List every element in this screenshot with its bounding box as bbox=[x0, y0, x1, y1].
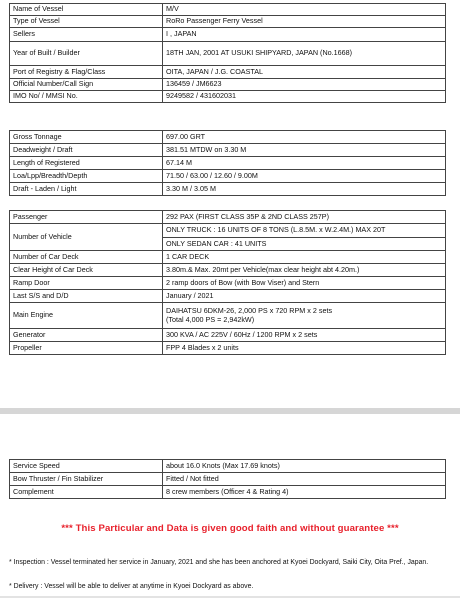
value-cell: M/V bbox=[163, 4, 446, 16]
value-cell: 3.80m.& Max. 20mt per Vehicle(max clear height abt 4.20m.) bbox=[163, 264, 446, 277]
label-cell: Passenger bbox=[10, 211, 163, 224]
table-row bbox=[10, 42, 446, 66]
value-cell: 1 CAR DECK bbox=[163, 251, 446, 264]
table-row bbox=[10, 460, 446, 473]
value-cell: 8 crew members (Officer 4 & Rating 4) bbox=[163, 486, 446, 499]
engine-line-2: (Total 4,000 PS = 2,942kW) bbox=[166, 314, 255, 324]
page-divider bbox=[0, 408, 460, 414]
label-cell: Number of Car Deck bbox=[10, 251, 163, 264]
value-cell: 2 ramp doors of Bow (with Bow Viser) and Stern bbox=[163, 277, 446, 290]
value-cell: FPP 4 Blades x 2 units bbox=[163, 342, 446, 355]
label-cell: Main Engine bbox=[10, 303, 163, 329]
table-row bbox=[10, 251, 446, 264]
label-cell: Propeller bbox=[10, 342, 163, 355]
label-cell: Generator bbox=[10, 329, 163, 342]
table-row bbox=[10, 211, 446, 224]
label-cell: Clear Height of Car Deck bbox=[10, 264, 163, 277]
table-row bbox=[10, 170, 446, 183]
value-cell: ONLY SEDAN CAR : 41 UNITS bbox=[163, 238, 446, 251]
value-cell: January / 2021 bbox=[163, 290, 446, 303]
value-cell: 3.30 M / 3.05 M bbox=[163, 183, 446, 196]
label-cell: IMO No/ / MMSI No. bbox=[10, 91, 163, 103]
table-row bbox=[10, 277, 446, 290]
disclaimer-warning: *** This Particular and Data is given good faith and without guarantee *** bbox=[61, 523, 399, 534]
value-cell: I , JAPAN bbox=[163, 28, 446, 42]
value-cell: 71.50 / 63.00 / 12.60 / 9.00M bbox=[163, 170, 446, 183]
label-cell: Port of Registry & Flag/Class bbox=[10, 66, 163, 79]
label-cell: Gross Tonnage bbox=[10, 131, 163, 144]
label-cell: Bow Thruster / Fin Stabilizer bbox=[10, 473, 163, 486]
table-row bbox=[10, 4, 446, 16]
label-cell: Ramp Door bbox=[10, 277, 163, 290]
delivery-note: * Delivery : Vessel will be able to deliver at anytime in Kyoei Dockyard as above. bbox=[9, 583, 254, 590]
table-row bbox=[10, 224, 446, 238]
bottom-divider bbox=[0, 596, 460, 598]
label-cell: Loa/Lpp/Breadth/Depth bbox=[10, 170, 163, 183]
value-cell: OITA, JAPAN / J.G. COASTAL bbox=[163, 66, 446, 79]
table-row bbox=[10, 329, 446, 342]
label-cell: Year of Built / Builder bbox=[10, 42, 163, 66]
value-cell: 67.14 M bbox=[163, 157, 446, 170]
value-cell: RoRo Passenger Ferry Vessel bbox=[163, 16, 446, 28]
label-cell: Length of Registered bbox=[10, 157, 163, 170]
label-cell: Draft - Laden / Light bbox=[10, 183, 163, 196]
engine-line-1: DAIHATSU 6DKM-26, 2,000 PS x 720 RPM x 2 sets bbox=[166, 306, 333, 316]
table-row bbox=[10, 131, 446, 144]
table-row bbox=[10, 16, 446, 28]
performance-table bbox=[9, 459, 446, 499]
table-row bbox=[10, 290, 446, 303]
label-cell: Service Speed bbox=[10, 460, 163, 473]
label-cell: Type of Vessel bbox=[10, 16, 163, 28]
table-row bbox=[10, 79, 446, 91]
table-row bbox=[10, 486, 446, 499]
table-row bbox=[10, 303, 446, 329]
value-cell: 292 PAX (FIRST CLASS 35P & 2ND CLASS 257P) bbox=[163, 211, 446, 224]
value-cell: about 16.0 Knots (Max 17.69 knots) bbox=[163, 460, 446, 473]
value-cell: Fitted / Not fitted bbox=[163, 473, 446, 486]
value-cell: 697.00 GRT bbox=[163, 131, 446, 144]
value-cell: 381.51 MTDW on 3.30 M bbox=[163, 144, 446, 157]
label-cell: Sellers bbox=[10, 28, 163, 42]
value-cell: ONLY TRUCK : 16 UNITS OF 8 TONS (L.8.5M. x W.2.4M.) MAX 20T bbox=[163, 224, 446, 238]
vessel-particulars-table bbox=[9, 3, 446, 103]
label-cell: Last S/S and D/D bbox=[10, 290, 163, 303]
value-cell: 136459 / JM6623 bbox=[163, 79, 446, 91]
label-cell: Official Number/Call Sign bbox=[10, 79, 163, 91]
inspection-note: * Inspection : Vessel terminated her service in January, 2021 and she has been anchored at Kyoei Dockyard, Saiki City, Oita Pref., Japan. bbox=[9, 559, 429, 566]
label-cell: Deadweight / Draft bbox=[10, 144, 163, 157]
table-row bbox=[10, 28, 446, 42]
table-row bbox=[10, 91, 446, 103]
label-cell: Number of Vehicle bbox=[10, 224, 163, 251]
value-cell: 9249582 / 431602031 bbox=[163, 91, 446, 103]
table-row bbox=[10, 264, 446, 277]
label-cell: Complement bbox=[10, 486, 163, 499]
value-cell: 18TH JAN, 2001 AT USUKI SHIPYARD, JAPAN (No.1668) bbox=[163, 42, 446, 66]
table-row bbox=[10, 157, 446, 170]
label-cell: Name of Vessel bbox=[10, 4, 163, 16]
table-row bbox=[10, 183, 446, 196]
table-row bbox=[10, 144, 446, 157]
table-row bbox=[10, 66, 446, 79]
table-row bbox=[10, 342, 446, 355]
dimensions-table bbox=[9, 130, 446, 196]
table-row bbox=[10, 473, 446, 486]
value-cell bbox=[163, 303, 446, 329]
capacity-machinery-table bbox=[9, 210, 446, 355]
value-cell: 300 KVA / AC 225V / 60Hz / 1200 RPM x 2 sets bbox=[163, 329, 446, 342]
